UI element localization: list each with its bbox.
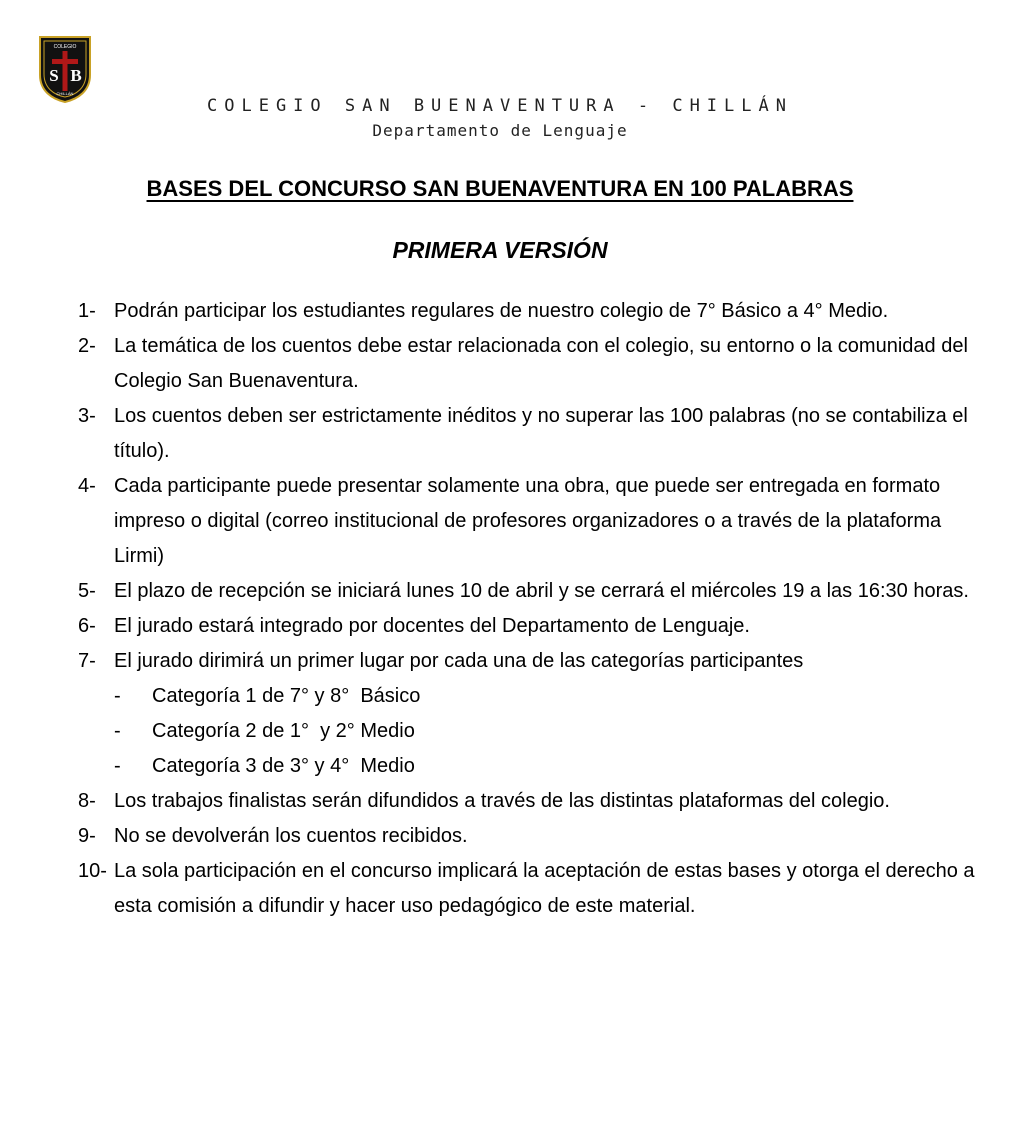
category-dash: - [114, 685, 121, 707]
category-dash: - [114, 755, 121, 777]
rule-item [78, 609, 978, 644]
rule-item [78, 574, 978, 609]
category-item [78, 714, 978, 749]
rule-number: 3- [78, 405, 96, 427]
rule-number: 10- [78, 860, 107, 882]
category-item [78, 749, 978, 784]
rule-text: Cada participante puede presentar solamente una obra, que puede ser entregada en formato impreso o digital (correo institucional de profesores organizadores o a través de la plataforma Lirmi) [114, 475, 942, 567]
rule-item [78, 854, 978, 924]
rule-item [78, 469, 978, 574]
rule-number: 8- [78, 790, 96, 812]
rule-number: 9- [78, 825, 96, 847]
category-text: Categoría 3 de 3° y 4° Medio [152, 755, 415, 777]
rule-number: 1- [78, 300, 96, 322]
department-name: Departamento de Lenguaje [372, 121, 628, 140]
rule-text: Podrán participar los estudiantes regulares de nuestro colegio de 7° Básico a 4° Medio. [114, 300, 889, 322]
rule-item [78, 819, 978, 854]
svg-text:S: S [49, 66, 59, 85]
rule-text: Los trabajos finalistas serán difundidos a través de las distintas plataformas del colegio. [114, 790, 890, 812]
category-dash: - [114, 720, 121, 742]
rule-number: 7- [78, 650, 96, 672]
rule-number: 5- [78, 580, 96, 602]
rule-item [78, 644, 978, 679]
rule-item [78, 784, 978, 819]
rule-text: No se devolverán los cuentos recibidos. [114, 825, 468, 847]
document-subtitle: PRIMERA VERSIÓN [392, 237, 608, 263]
category-item [78, 679, 978, 714]
category-text: Categoría 2 de 1° y 2° Medio [152, 720, 415, 742]
svg-text:CHILLÁN: CHILLÁN [56, 91, 74, 96]
rule-number: 2- [78, 335, 96, 357]
svg-text:B: B [70, 66, 82, 85]
rule-text: El jurado estará integrado por docentes del Departamento de Lenguaje. [114, 615, 750, 637]
rule-text: La sola participación en el concurso implicará la aceptación de estas bases y otorga el derecho a esta comisión a difundir y hacer uso pedagógico de este material. [114, 860, 975, 917]
rule-item [78, 329, 978, 399]
rule-number: 6- [78, 615, 96, 637]
rule-item [78, 399, 978, 469]
rule-text: La temática de los cuentos debe estar relacionada con el colegio, su entorno o la comunidad del Colegio San Buenaventura. [114, 335, 968, 392]
rule-text: Los cuentos deben ser estrictamente inéditos y no superar las 100 palabras (no se contabiliza el título). [114, 405, 968, 462]
category-text: Categoría 1 de 7° y 8° Básico [152, 685, 421, 707]
svg-text:COLEGIO: COLEGIO [53, 44, 77, 50]
document-title: BASES DEL CONCURSO SAN BUENAVENTURA EN 100 PALABRAS [146, 176, 854, 201]
school-name: COLEGIO SAN BUENAVENTURA - CHILLÁN [207, 96, 793, 116]
school-crest-logo [38, 35, 92, 103]
rule-number: 4- [78, 475, 96, 497]
rule-item [78, 294, 978, 329]
rules-list [78, 294, 978, 924]
rule-text: El jurado dirimirá un primer lugar por cada una de las categorías participantes [114, 650, 804, 672]
rule-text: El plazo de recepción se iniciará lunes 10 de abril y se cerrará el miércoles 19 a las 16:30 horas. [114, 580, 969, 602]
